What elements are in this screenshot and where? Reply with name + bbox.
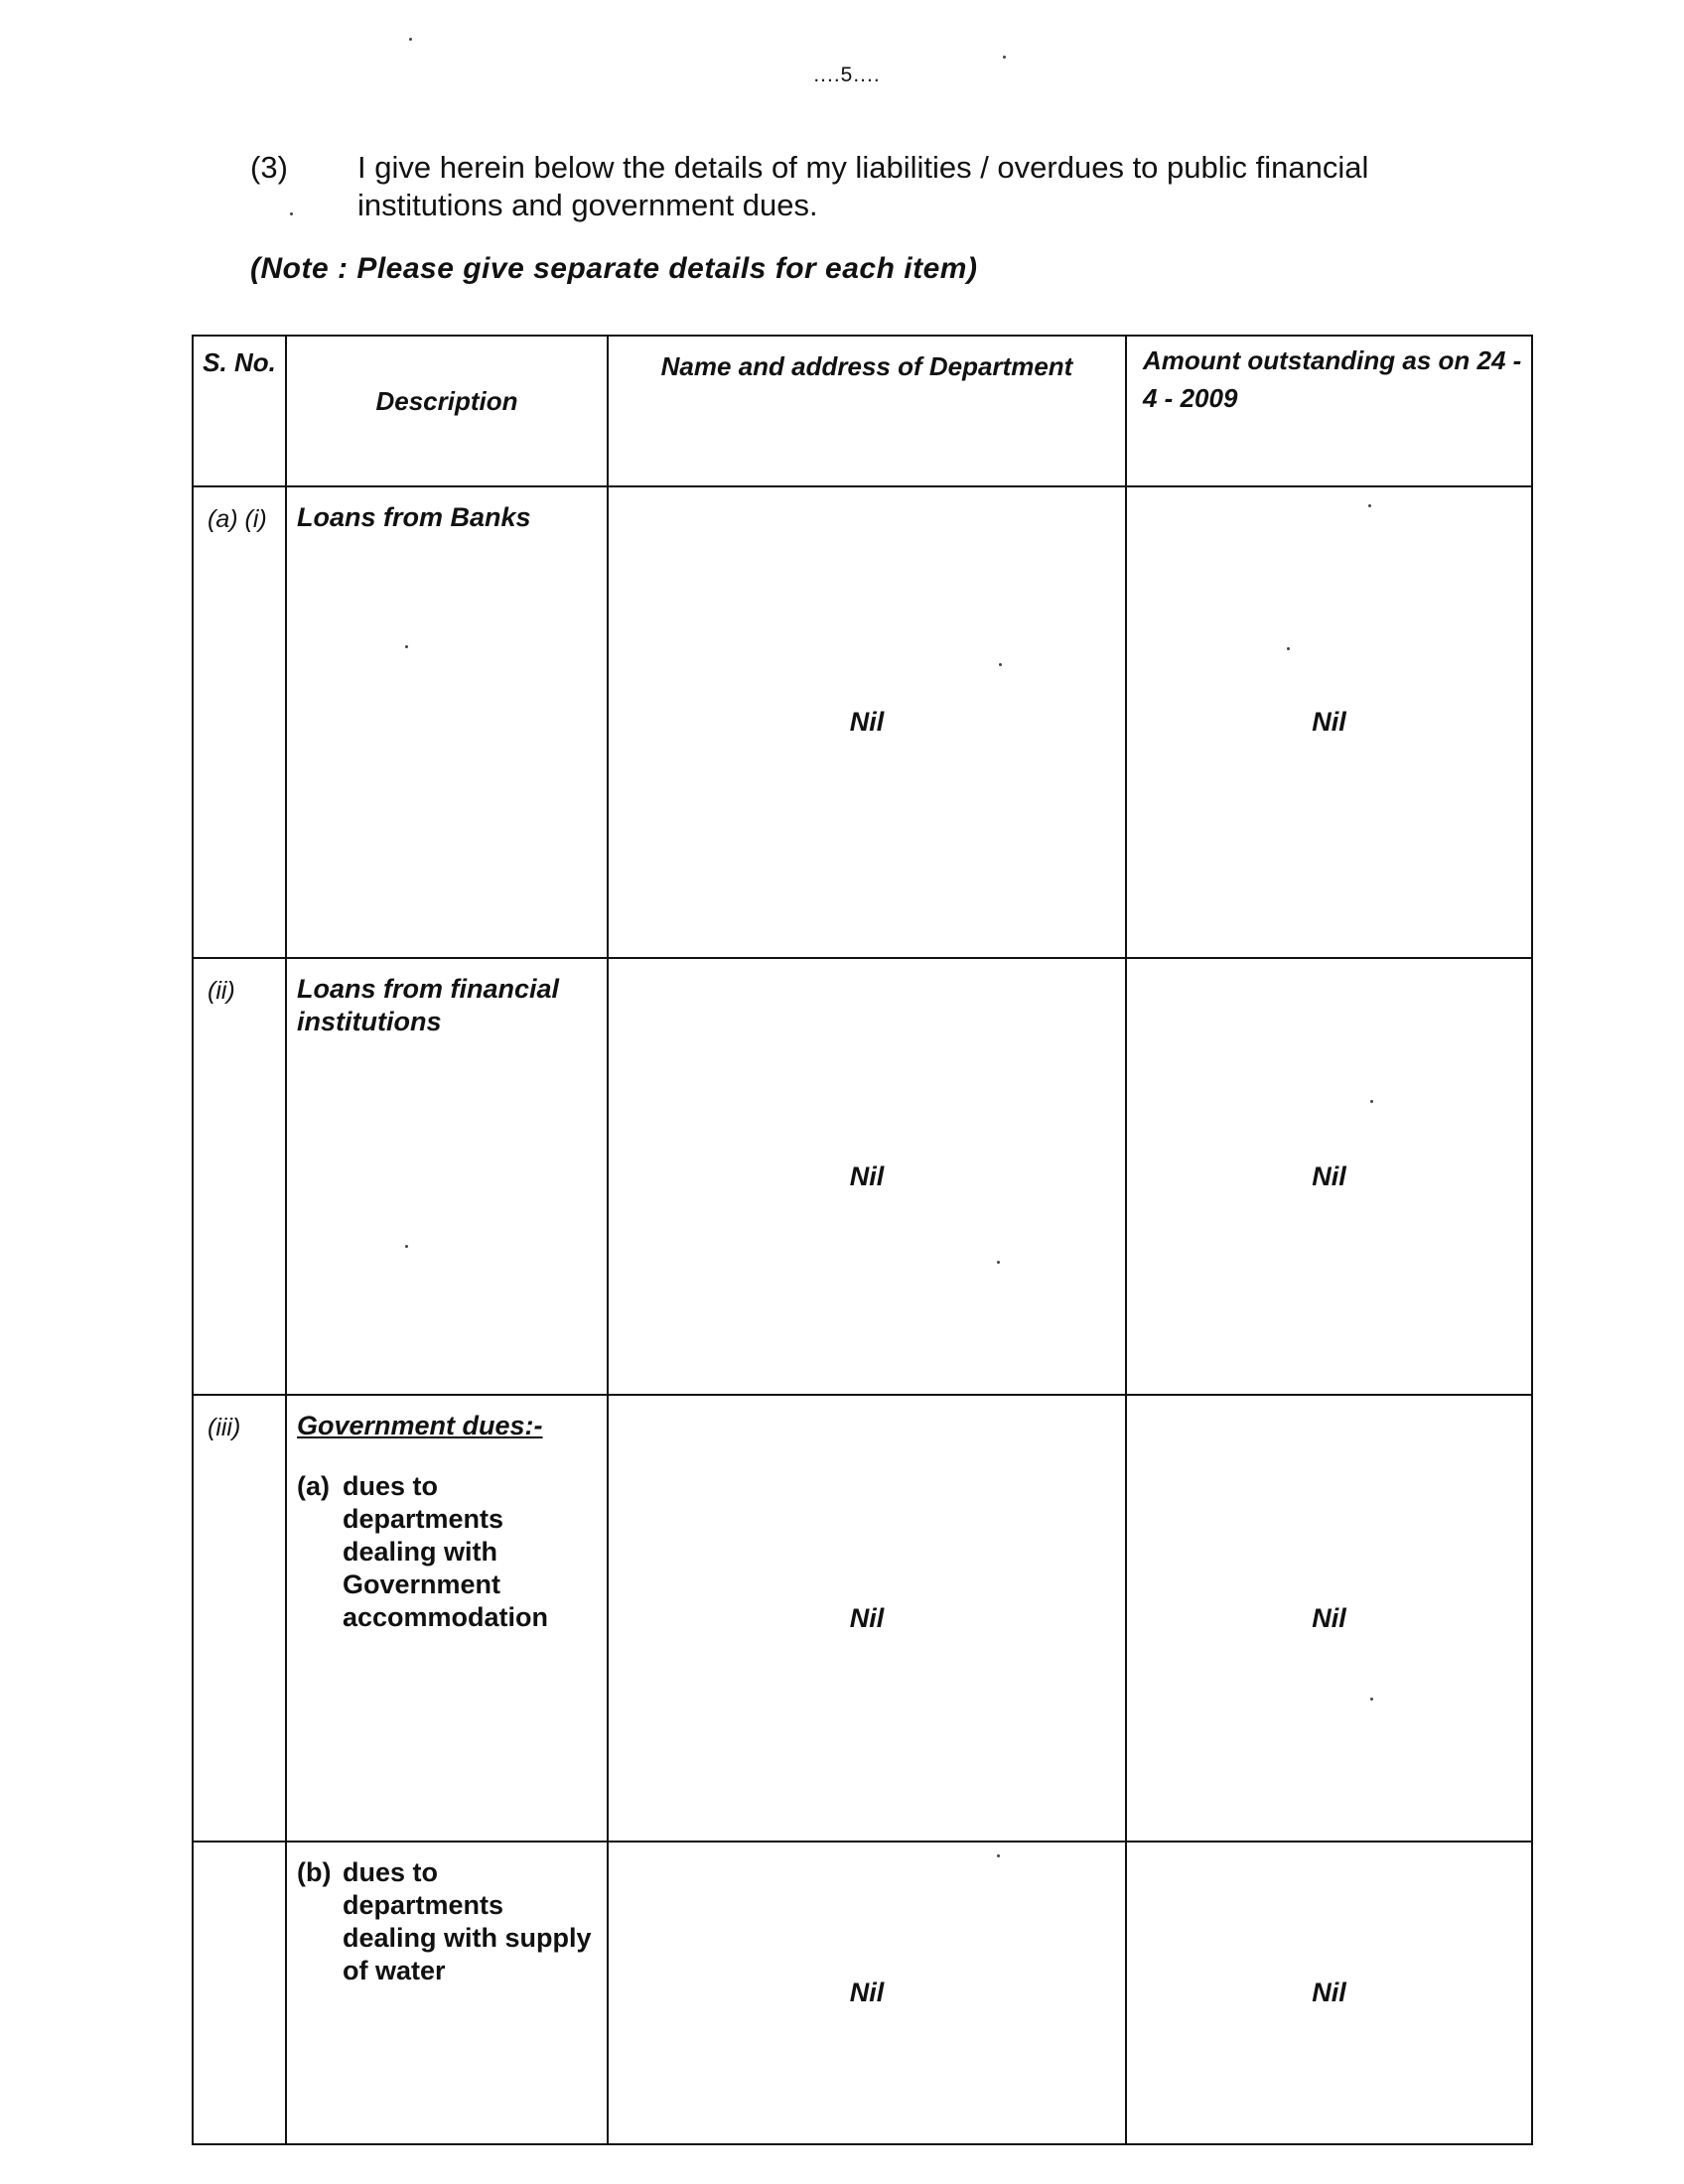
- header-department: Name and address of Department: [608, 336, 1126, 486]
- scan-speck: [1370, 1100, 1373, 1103]
- scan-speck: [1370, 1698, 1373, 1701]
- scan-speck: [997, 1854, 1000, 1857]
- sub-item: [297, 1470, 603, 1634]
- row-department: Nil: [608, 486, 1126, 958]
- table-row: [193, 1395, 1532, 1842]
- header-sno: S. No.: [193, 336, 286, 486]
- scan-speck: [1368, 504, 1371, 507]
- table-row: [193, 486, 1532, 958]
- scan-speck: [405, 645, 408, 648]
- table-row: [193, 958, 1532, 1395]
- row-amount: Nil: [1126, 1842, 1532, 2144]
- note-text: (Note : Please give separate details for each item): [250, 252, 978, 285]
- scan-speck: [999, 663, 1002, 666]
- table-row: [193, 1842, 1532, 2144]
- row-sno: (a) (i): [193, 486, 286, 958]
- row-amount: Nil: [1126, 486, 1532, 958]
- scan-speck: [997, 1261, 1000, 1264]
- row-department: Nil: [608, 1842, 1126, 2144]
- scan-speck: [290, 212, 293, 215]
- row-description-group: [286, 1842, 608, 2144]
- scan-speck: [1003, 56, 1006, 59]
- row-description: Loans from financial institutions: [286, 958, 608, 1395]
- liabilities-table: [192, 335, 1533, 2145]
- government-dues-heading: Government dues:-: [297, 1411, 543, 1440]
- row-amount: Nil: [1126, 958, 1532, 1395]
- row-sno: (ii): [193, 958, 286, 1395]
- sub-item-label: (b): [297, 1857, 332, 1887]
- row-sno: [193, 1842, 286, 2144]
- row-sno: (iii): [193, 1395, 286, 1842]
- sub-item: [297, 1856, 603, 1987]
- scan-speck: [1287, 647, 1290, 650]
- row-department: Nil: [608, 1395, 1126, 1842]
- row-description: Loans from Banks: [286, 486, 608, 958]
- row-department: Nil: [608, 958, 1126, 1395]
- table-header-row: [193, 336, 1532, 486]
- paragraph-number: (3): [250, 150, 288, 185]
- page-number: ....5....: [813, 64, 881, 86]
- row-amount: Nil: [1126, 1395, 1532, 1842]
- row-description-group: [286, 1395, 608, 1842]
- sub-item-label: (a): [297, 1471, 330, 1501]
- scan-speck: [409, 38, 412, 41]
- header-description: Description: [286, 336, 608, 486]
- header-amount: Amount outstanding as on 24 - 4 - 2009: [1126, 336, 1532, 486]
- paragraph-text: I give herein below the details of my liabilities / overdues to public financial institutions and government dues.: [357, 150, 1369, 222]
- scan-speck: [405, 1245, 408, 1248]
- sub-item-text: dues to departments dealing with Government accommodation: [343, 1471, 549, 1632]
- sub-item-text: dues to departments dealing with supply of water: [343, 1857, 592, 1985]
